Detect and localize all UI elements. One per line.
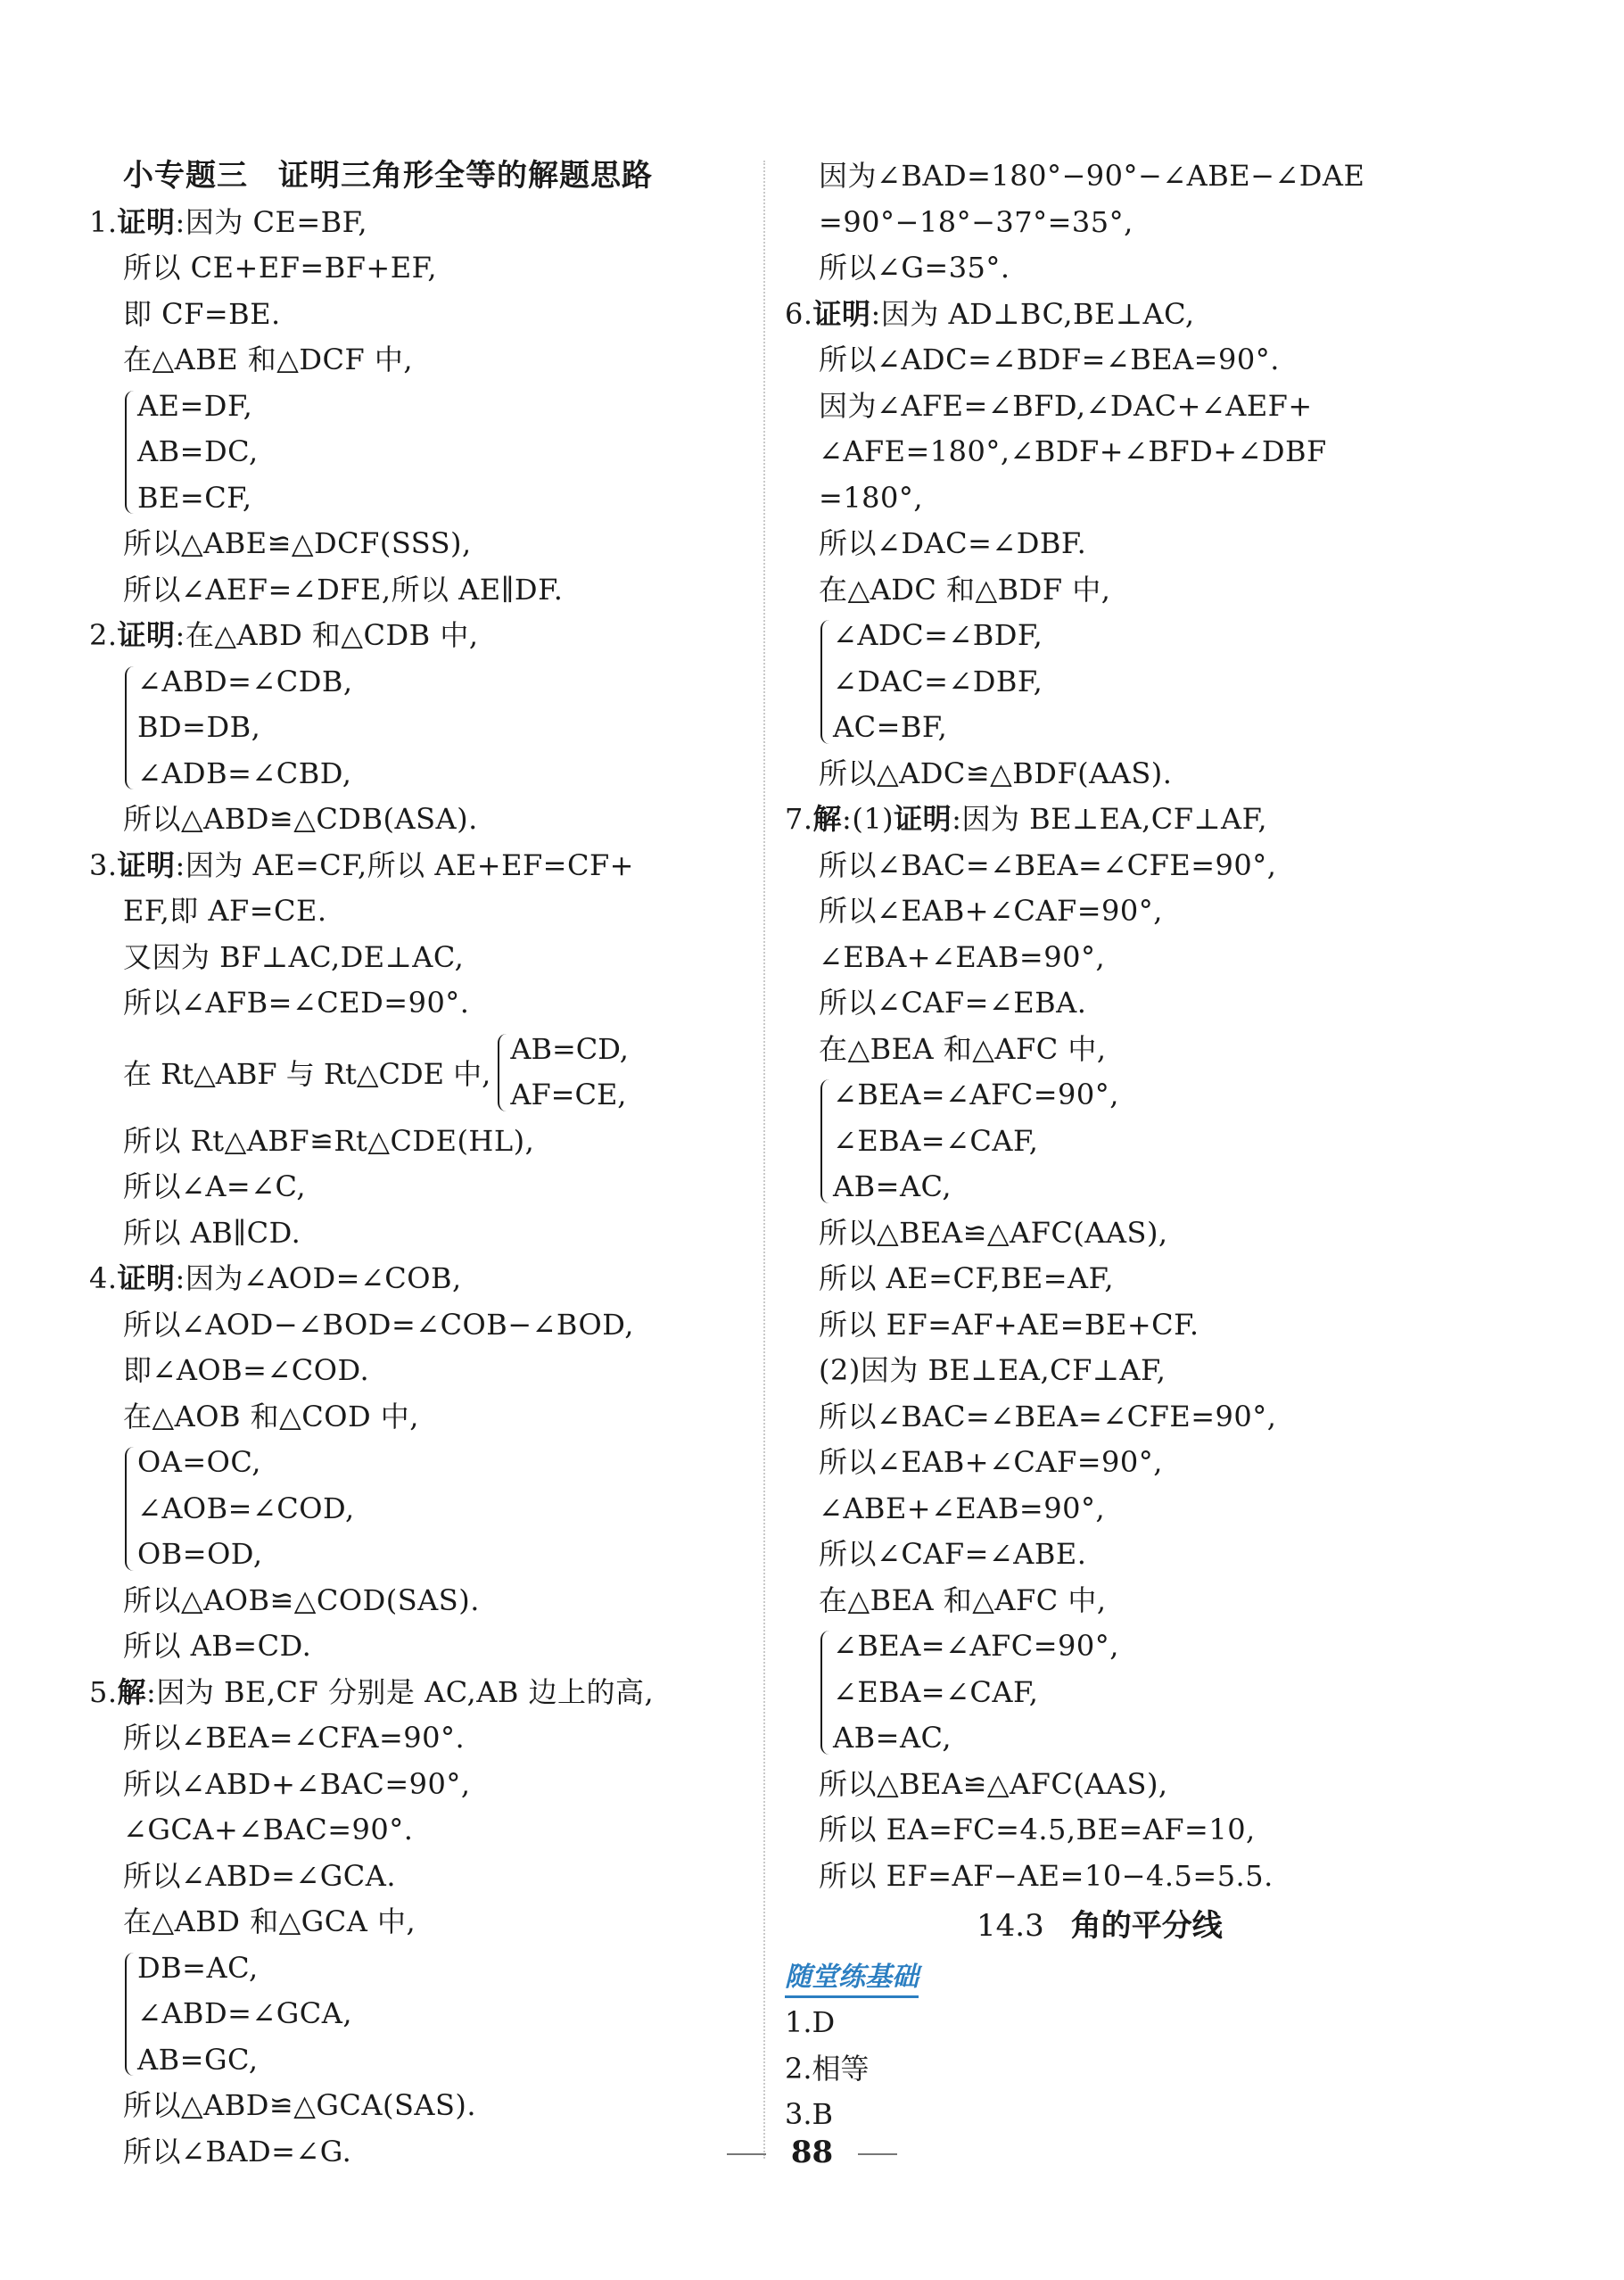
q5-brace-line: DB=AC,	[137, 1950, 259, 1985]
q7-kind: 解	[812, 802, 843, 836]
practice-tag-row	[785, 1953, 1463, 2000]
q7-brace2-line: ∠BEA=∠AFC=90°,	[833, 1629, 1119, 1663]
q1-line3: 即 CF=BE.	[123, 296, 281, 331]
q5-cont-line1: 因为∠BAD=180°−90°−∠ABE−∠DAE	[819, 159, 1365, 193]
right-column	[785, 153, 1463, 2138]
q6-line8: 所以△ADC≌△BDF(AAS).	[819, 756, 1173, 790]
q1-line5: 所以△ABE≌△DCF(SSS),	[123, 526, 472, 560]
q7-line17: 所以 EA=FC=4.5,BE=AF=10,	[819, 1813, 1256, 1846]
q6-line2: 所以∠ADC=∠BDF=∠BEA=90°.	[819, 343, 1280, 376]
q3-brace-group	[496, 1027, 629, 1119]
q7-line8: 所以 AE=CF,BE=AF,	[819, 1261, 1115, 1295]
q5-label: 5.	[89, 1674, 118, 1709]
q6-line4: ∠AFE=180°,∠BDF+∠BFD+∠DBF	[819, 434, 1327, 468]
q3-line4: 所以∠AFB=∠CED=90°.	[123, 986, 470, 1020]
q1-brace-line: AB=DC,	[137, 434, 259, 468]
q1-kind: 证明	[117, 204, 176, 239]
q5-cont-line3: 所以∠G=35°.	[819, 251, 1010, 285]
q3-line1	[89, 843, 749, 889]
q2-line1	[89, 613, 749, 659]
q7-line5: 所以∠CAF=∠EBA.	[819, 986, 1087, 1020]
q5-brace-line: AB=GC,	[137, 2042, 259, 2077]
q6-text1: :因为 AD⊥BC,BE⊥AC,	[870, 296, 1195, 331]
q7-line2: 所以∠BAC=∠BEA=∠CFE=90°,	[819, 847, 1277, 882]
q3-text1: :因为 AE=CF,所以 AE+EF=CF+	[175, 847, 634, 882]
q4-brace-line: ∠AOB=∠COD,	[137, 1491, 355, 1525]
q3-line8: 所以 AB∥CD.	[123, 1215, 301, 1250]
q7-line14: 所以∠CAF=∠ABE.	[819, 1537, 1087, 1571]
q7-line18: 所以 EF=AF−AE=10−4.5=5.5.	[819, 1858, 1274, 1893]
q3-line5-row	[89, 1027, 749, 1119]
q1-line4: 在△ABE 和△DCF 中,	[123, 343, 414, 376]
page-footer	[0, 2130, 1624, 2175]
q7-line7: 所以△BEA≌△AFC(AAS),	[819, 1215, 1168, 1250]
q1-brace-line: BE=CF,	[137, 480, 252, 515]
q7-brace1-line: ∠EBA=∠CAF,	[833, 1123, 1039, 1158]
q6-brace-group	[819, 613, 1463, 751]
q4-line1	[89, 1256, 749, 1302]
q6-line3: 因为∠AFE=∠BFD,∠DAC+∠AEF+	[819, 388, 1313, 423]
q7-brace2-group	[819, 1623, 1463, 1762]
q7-text1: :因为 BE⊥EA,CF⊥AF,	[952, 802, 1268, 836]
q7-line12: 所以∠EAB+∠CAF=90°,	[819, 1445, 1163, 1479]
q3-line7: 所以∠A=∠C,	[123, 1169, 307, 1203]
q5-text1: :因为 BE,CF 分别是 AC,AB 边上的高,	[146, 1674, 655, 1709]
q5-line2: 所以∠BEA=∠CFA=90°.	[123, 1721, 466, 1755]
q5-line7: 所以△ABD≌△GCA(SAS).	[123, 2088, 477, 2122]
q2-kind: 证明	[117, 618, 176, 652]
q1-brace-group	[123, 384, 749, 522]
q4-brace-line: OB=OD,	[137, 1537, 263, 1571]
q5-line4: ∠GCA+∠BAC=90°.	[123, 1813, 414, 1846]
q7-line10: (2)因为 BE⊥EA,CF⊥AF,	[819, 1353, 1166, 1387]
q5-line3: 所以∠ABD+∠BAC=90°,	[123, 1766, 471, 1801]
answer-item: 2.相等	[785, 2051, 870, 2086]
q6-brace-line: AC=BF,	[833, 710, 948, 744]
q6-line5: =180°,	[819, 480, 924, 515]
q7-label: 7.	[785, 802, 813, 836]
q4-line3: 即∠AOB=∠COD.	[123, 1353, 370, 1387]
q4-text1: :因为∠AOD=∠COB,	[175, 1261, 462, 1295]
q7-part1-kind: 证明	[894, 802, 952, 836]
q4-brace-group	[123, 1440, 749, 1578]
q5-cont-line2: =90°−18°−37°=35°,	[819, 204, 1134, 239]
q2-label: 2.	[89, 618, 118, 652]
q7-brace1-line: ∠BEA=∠AFC=90°,	[833, 1078, 1119, 1111]
q6-brace-line: ∠DAC=∠DBF,	[833, 664, 1043, 698]
q7-line9: 所以 EF=AF+AE=BE+CF.	[819, 1307, 1199, 1342]
q4-line4: 在△AOB 和△COD 中,	[123, 1399, 419, 1433]
q4-label: 4.	[89, 1261, 118, 1295]
q7-brace2-line: ∠EBA=∠CAF,	[833, 1674, 1039, 1709]
q2-brace-line: BD=DB,	[137, 710, 261, 744]
q3-line2: EF,即 AF=CE.	[123, 894, 327, 928]
q5-line5: 所以∠ABD=∠GCA.	[123, 1858, 397, 1893]
q5-line6: 在△ABD 和△GCA 中,	[123, 1904, 416, 1938]
q2-brace-group	[123, 659, 749, 797]
q7-line13: ∠ABE+∠EAB=90°,	[819, 1491, 1106, 1525]
q7-line16: 所以△BEA≌△AFC(AAS),	[819, 1766, 1168, 1801]
section-heading	[785, 1899, 1463, 1953]
q3-line6: 所以 Rt△ABF≌Rt△CDE(HL),	[123, 1123, 535, 1158]
q3-brace-line: AF=CE,	[510, 1078, 627, 1111]
q6-line1	[785, 292, 1463, 338]
q7-line3: 所以∠EAB+∠CAF=90°,	[819, 894, 1163, 928]
topic-title-part2: 证明三角形全等的解题思路	[278, 158, 653, 194]
q7-brace2-line: AB=AC,	[833, 1721, 952, 1755]
q4-brace-line: OA=OC,	[137, 1445, 261, 1479]
q5-line1	[89, 1670, 749, 1716]
q7-brace1-group	[819, 1072, 1463, 1210]
q1-line6: 所以∠AEF=∠DFE,所以 AE∥DF.	[123, 572, 564, 607]
page-number: 88	[790, 2135, 834, 2170]
q6-label: 6.	[785, 296, 813, 331]
q7-line4: ∠EBA+∠EAB=90°,	[819, 939, 1106, 974]
section-number: 14.3	[977, 1908, 1044, 1944]
topic-title-part1: 小专题三	[123, 158, 248, 194]
q6-brace-line: ∠ADC=∠BDF,	[833, 618, 1043, 652]
q5-line8: 所以∠BAD=∠G.	[123, 2134, 352, 2168]
answer-item: 3.B	[785, 2097, 834, 2131]
q3-kind: 证明	[117, 847, 176, 882]
left-column	[89, 153, 749, 2175]
q5-brace-line: ∠ABD=∠GCA,	[137, 1996, 353, 2030]
q6-line6: 所以∠DAC=∠DBF.	[819, 526, 1087, 560]
q1-line2: 所以 CE+EF=BF+EF,	[123, 251, 437, 285]
q5-kind: 解	[117, 1674, 147, 1709]
q4-line6: 所以 AB=CD.	[123, 1629, 312, 1663]
footer-dash-left	[727, 2153, 766, 2155]
q6-kind: 证明	[812, 296, 871, 331]
answer-item: 1.D	[785, 2005, 836, 2039]
q1-brace-line: AE=DF,	[137, 388, 253, 423]
q7-line15: 在△BEA 和△AFC 中,	[819, 1582, 1107, 1617]
q4-line2: 所以∠AOD−∠BOD=∠COB−∠BOD,	[123, 1307, 634, 1342]
q2-brace-line: ∠ADB=∠CBD,	[137, 756, 352, 790]
q3-brace-line: AB=CD,	[510, 1031, 629, 1066]
practice-tag: 随堂练基础	[785, 1960, 919, 1998]
column-divider	[763, 161, 765, 2159]
section-title: 角的平分线	[1070, 1908, 1223, 1944]
q7-line1	[785, 797, 1463, 843]
q7-line6: 在△BEA 和△AFC 中,	[819, 1031, 1107, 1066]
q2-brace-line: ∠ABD=∠CDB,	[137, 664, 353, 698]
q1-label: 1.	[89, 204, 118, 239]
footer-dash-right	[858, 2153, 897, 2155]
q5-brace-group	[123, 1945, 749, 2084]
q6-line7: 在△ADC 和△BDF 中,	[819, 572, 1111, 607]
q2-text1: :在△ABD 和△CDB 中,	[175, 618, 479, 652]
topic-title	[89, 153, 749, 200]
q7-line11: 所以∠BAC=∠BEA=∠CFE=90°,	[819, 1399, 1277, 1433]
q4-kind: 证明	[117, 1261, 176, 1295]
q1-line1	[89, 200, 749, 246]
q3-line5-prefix: 在 Rt△ABF 与 Rt△CDE 中,	[123, 1057, 491, 1091]
q4-line5: 所以△AOB≌△COD(SAS).	[123, 1582, 480, 1617]
q3-label: 3.	[89, 847, 118, 882]
q1-text1: :因为 CE=BF,	[175, 204, 368, 239]
q2-line2: 所以△ABD≌△CDB(ASA).	[123, 802, 478, 836]
q7-part1-prefix: :(1)	[842, 802, 894, 836]
q7-brace1-line: AB=AC,	[833, 1169, 952, 1203]
q3-line3: 又因为 BF⊥AC,DE⊥AC,	[123, 939, 465, 974]
